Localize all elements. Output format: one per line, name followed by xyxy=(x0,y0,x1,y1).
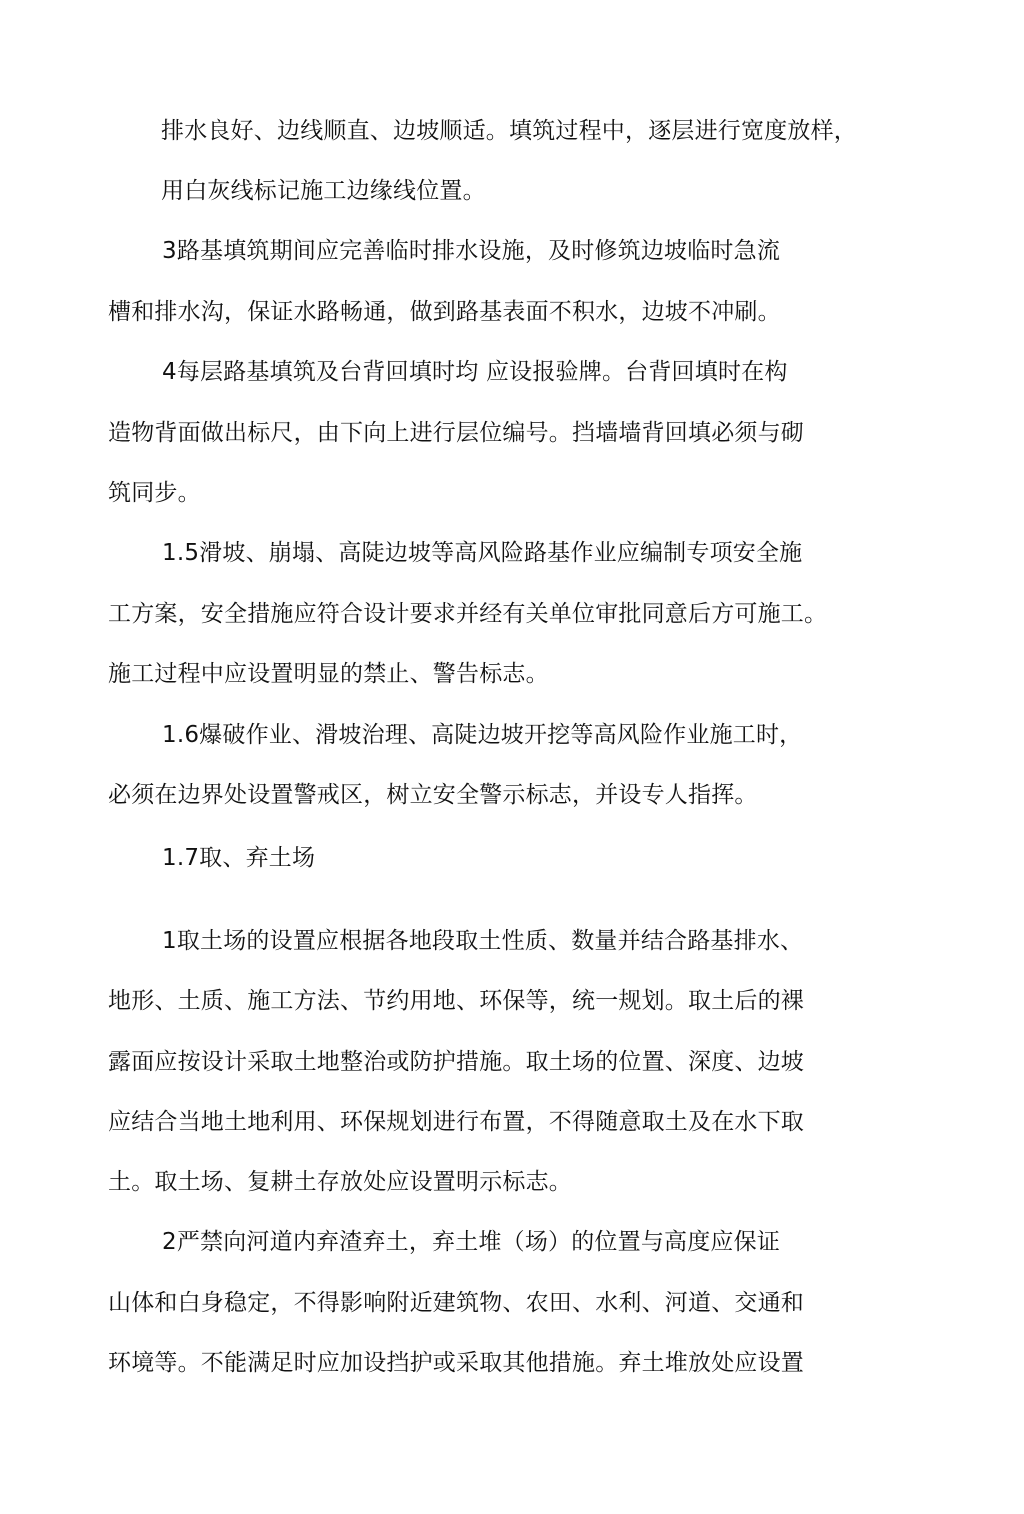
section-heading-1-6: 1.6爆破作业、滑坡治理、高陡边坡开挖等高风险作业施工时， xyxy=(162,722,803,748)
paragraph-line: 筑同步。 xyxy=(108,480,201,506)
paragraph-line: 1取土场的设置应根据各地段取土性质、数量并结合路基排水、 xyxy=(162,928,804,954)
paragraph-line: 4每层路基填筑及台背回填时均 应设报验牌。台背回填时在构 xyxy=(162,359,788,385)
paragraph-line: 用白灰线标记施工边缘线位置。 xyxy=(161,178,486,204)
paragraph-line: 土。取土场、复耕土存放处应设置明示标志。 xyxy=(108,1169,572,1195)
paragraph-line: 施工过程中应设置明显的禁止、警告标志。 xyxy=(108,661,549,687)
paragraph-line: 工方案，安全措施应符合设计要求并经有关单位审批同意后方可施工。 xyxy=(108,601,828,627)
paragraph-line: 3路基填筑期间应完善临时排水设施，及时修筑边坡临时急流 xyxy=(162,238,781,264)
section-heading-1-7: 1.7取、弃土场 xyxy=(162,845,316,871)
paragraph-line: 露面应按设计采取土地整治或防护措施。取土场的位置、深度、边坡 xyxy=(108,1049,804,1075)
section-heading-1-5: 1.5滑坡、崩塌、高陡边坡等高风险路基作业应编制专项安全施 xyxy=(162,540,803,566)
paragraph-line: 山体和白身稳定，不得影响附近建筑物、农田、水利、河道、交通和 xyxy=(108,1290,804,1316)
paragraph-line: 造物背面做出标尺，由下向上进行层位编号。挡墙墙背回填必须与砌 xyxy=(108,420,804,446)
paragraph-line: 2严禁向河道内弃渣弃土，弃土堆（场）的位置与高度应保证 xyxy=(162,1229,781,1255)
paragraph-line: 必须在边界处设置警戒区，树立安全警示标志，并设专人指挥。 xyxy=(108,782,758,808)
paragraph-line: 排水良好、边线顺直、边坡顺适。填筑过程中，逐层进行宽度放样， xyxy=(161,118,857,144)
paragraph-line: 应结合当地土地利用、环保规划进行布置，不得随意取土及在水下取 xyxy=(108,1109,804,1135)
paragraph-line: 地形、土质、施工方法、节约用地、环保等，统一规划。取土后的裸 xyxy=(108,988,804,1014)
paragraph-line: 环境等。不能满足时应加设挡护或采取其他措施。弃土堆放处应设置 xyxy=(108,1350,804,1376)
paragraph-line: 槽和排水沟，保证水路畅通，做到路基表面不积水，边坡不冲刷。 xyxy=(108,299,781,325)
